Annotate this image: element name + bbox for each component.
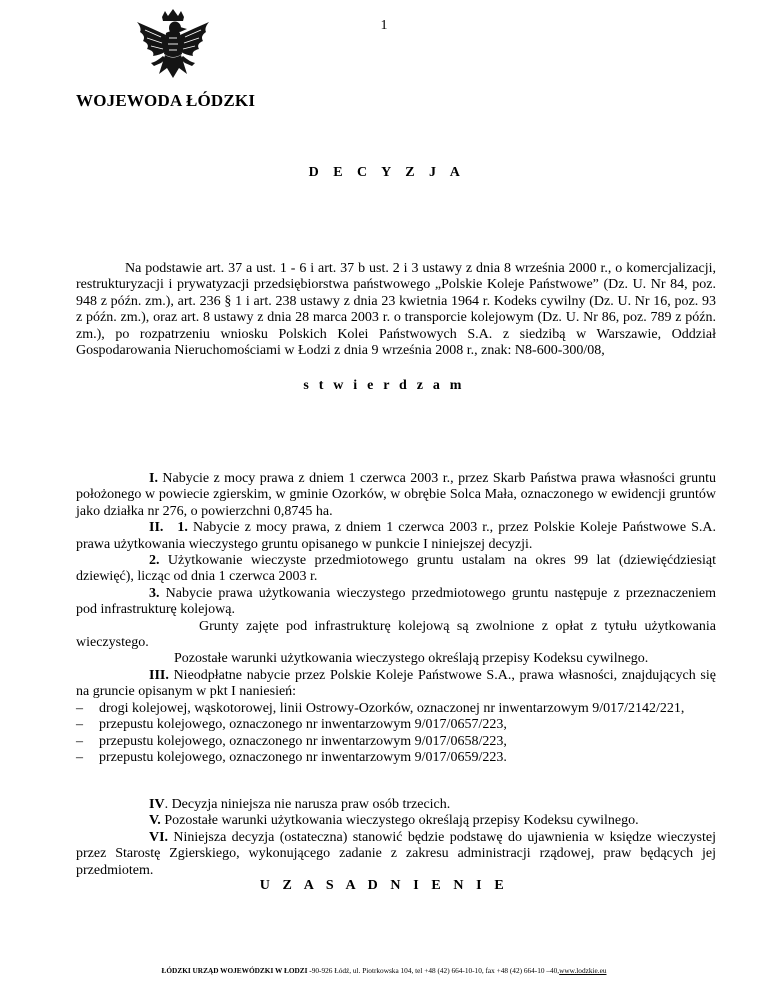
finding-paragraph-1: [76, 471, 716, 520]
provision-6-text: Niniejsza decyzja (ostateczna) stanowić będzie podstawę do ujawnienia w księdze wieczystej przez Starostę Zgierskiego, wykonującego zadanie z zakresu administracji rządowej, praw będących jej przedmiotem.: [76, 829, 716, 878]
finding-3-label: 2.: [149, 553, 160, 569]
provision-5-text: Pozostałe warunki użytkowania wieczystego określają przepisy Kodeksu cywilnego.: [160, 813, 639, 829]
finding-paragraph-2: [76, 520, 716, 553]
finding-1-text: Nabycie z mocy prawa z dniem 1 czerwca 2003 r., przez Skarb Państwa prawa własności gruntu położonego w powiecie zgierskim, w gminie Ozorków, w obrębie Solca Mała, oznaczonego w ewidencji gruntów jako działka nr 276, o powierzchni 0,8745 ha.: [76, 471, 716, 519]
finding-paragraph-6: Pozostałe warunki użytkowania wieczystego określają przepisy Kodeksu cywilnego.: [174, 651, 649, 667]
finding-paragraph-3: [76, 553, 716, 586]
finding-1-label: I.: [149, 471, 158, 486]
provision-4-label: IV: [149, 797, 165, 812]
authority-title: WOJEWODA ŁÓDZKI: [76, 91, 256, 110]
structures-list: [76, 701, 716, 767]
list-item: – przepustu kolejowego, oznaczonego nr inwentarzowym 9/017/0657/223,: [76, 717, 716, 733]
finding-4-label: 3.: [149, 585, 160, 601]
provision-paragraph-5: [76, 813, 716, 829]
provision-5-label: V.: [149, 813, 161, 829]
provision-4-text: . Decyzja niniejsza nie narusza praw osób trzecich.: [164, 797, 451, 812]
findings-section: [76, 471, 716, 766]
finding-2-label: II.: [149, 520, 164, 536]
finding-paragraph-5: Grunty zajęte pod infrastrukturę kolejową są zwolnione z opłat z tytułu użytkowania wieczystego.: [76, 618, 716, 651]
finding-paragraph-4: [76, 586, 716, 619]
legal-basis-paragraph: Na podstawie art. 37 a ust. 1 - 6 i art. 37 b ust. 2 i 3 ustawy z dnia 8 września 2000 r., o komercjalizacji, restrukturyzacji i prywatyzacji przedsiębiorstwa państwowego „Polskie Koleje Państwowe” (Dz. U. Nr 84, poz. 948 z późn. zm.), art. 236 § 1 i art. 238 ustawy z dnia 23 kwietnia 1964 r. Kodeks cywilny (Dz. U. Nr 16, poz. 93 z późn. zm.), oraz art. 8 ustawy z dnia 28 marca 2003 r. o transporcie kolejowym (Dz. U. Nr 86, poz. 789 z późn. zm.), po rozpatrzeniu wniosku Polskich Kolei Państwowych S.A. z siedzibą w Warszawie, Oddział Gospodarowania Nieruchomościami w Łodzi z dnia 9 września 2008 r., znak: N8-600-300/08,: [76, 261, 716, 359]
finding-2-text: Nabycie z mocy prawa, z dniem 1 czerwca 2003 r., przez Polskie Koleje Państwowe S.A. prawa użytkowania wieczystego gruntu opisanego w punkcie I niniejszej decyzji.: [76, 520, 716, 552]
decision-verb: s t w i e r d z a m: [303, 378, 465, 393]
finding-7-label: III.: [149, 667, 169, 683]
provision-paragraph-6: [76, 830, 716, 879]
list-item: – drogi kolejowej, wąskotorowej, linii Ostrowy-Ozorków, oznaczonej nr inwentarzowym 9/017/2142/221,: [76, 701, 716, 717]
justification-heading: U Z A S A D N I E N I E: [259, 878, 509, 893]
provision-paragraph-4: [76, 797, 716, 813]
document-type-heading: D E C Y Z J A: [308, 165, 466, 180]
finding-7-text: Nieodpłatne nabycie przez Polskie Koleje Państwowe S.A., prawa własności, znajdujących się na gruncie opisanym w pkt I naniesień:: [76, 667, 716, 700]
page-number: 1: [380, 18, 388, 33]
finding-paragraph-7: [76, 668, 716, 701]
finding-2-sublabel: 1.: [177, 520, 188, 536]
white-eagle-emblem-icon: [123, 8, 223, 92]
finding-3-text: Użytkowanie wieczyste przedmiotowego gruntu ustalam na okres 99 lat (dziewięćdziesiąt dziewięć), licząc od dnia 1 czerwca 2003 r.: [76, 553, 716, 585]
footer-website-link[interactable]: www.lodzkie.eu: [559, 966, 607, 975]
finding-4-text: Nabycie prawa użytkowania wieczystego przedmiotowego gruntu następuje z przeznaczeniem pod infrastrukturę kolejową.: [76, 585, 716, 618]
office-footer: [0, 966, 768, 975]
final-provisions-section: [76, 797, 716, 879]
list-item: – przepustu kolejowego, oznaczonego nr inwentarzowym 9/017/0659/223.: [76, 750, 716, 766]
legal-basis-section: [76, 261, 716, 359]
list-item: – przepustu kolejowego, oznaczonego nr inwentarzowym 9/017/0658/223,: [76, 734, 716, 750]
provision-6-label: VI.: [149, 829, 169, 845]
footer-address: 90-926 Łódź, ul. Piotrkowska 104, tel +48 (42) 664-10-10, fax +48 (42) 664-10 –40,: [311, 966, 560, 975]
footer-org-name: ŁÓDZKI URZĄD WOJEWÓDZKI W ŁODZI -: [161, 966, 312, 975]
